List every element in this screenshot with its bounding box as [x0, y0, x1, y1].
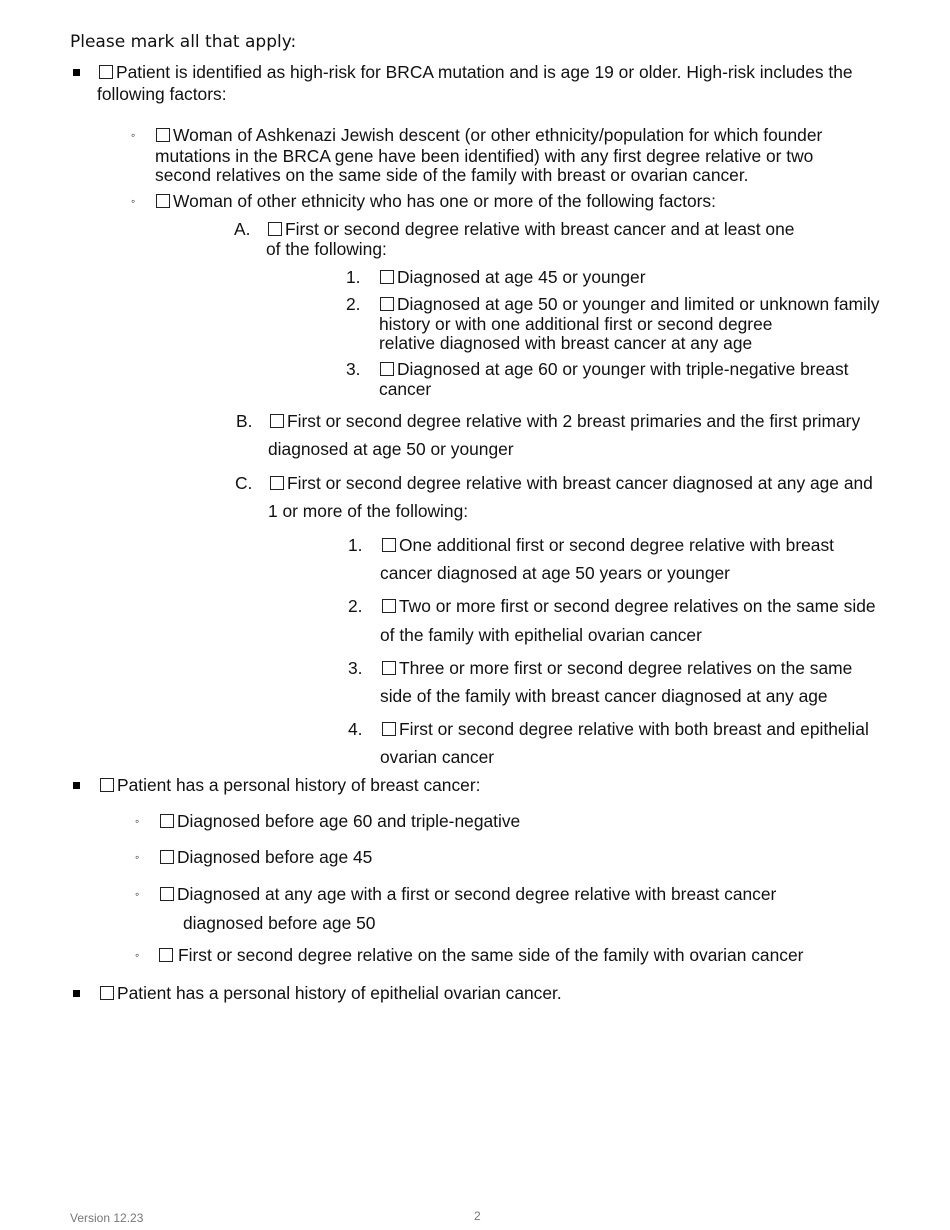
age-45-checkbox[interactable]: [380, 270, 394, 284]
instructions-heading: Please mark all that apply:: [70, 32, 297, 52]
personal-ovarian-cancer-checkbox[interactable]: [100, 986, 114, 1000]
before-45-checkbox[interactable]: [160, 850, 174, 864]
three-relatives-text-cont: side of the family with breast cancer diagnosed at any age: [380, 686, 828, 706]
list-marker: 3.: [348, 658, 363, 678]
personal-breast-cancer-item: Patient has a personal history of breast cancer:: [100, 776, 480, 796]
age-50-limited-history-text-cont: history or with one additional first or second degree: [379, 314, 773, 334]
any-age-with-relative-text-cont: diagnosed before age 50: [183, 913, 376, 933]
page-number: 2: [474, 1209, 481, 1223]
additional-relative-checkbox[interactable]: [382, 538, 396, 552]
circle-bullet: ◦: [131, 194, 136, 208]
relative-breast-cancer-checkbox[interactable]: [268, 222, 282, 236]
before-60-triple-negative-item: Diagnosed before age 60 and triple-negative: [160, 812, 520, 832]
three-relatives-checkbox[interactable]: [382, 661, 396, 675]
square-bullet: [73, 69, 80, 76]
age-50-limited-history-checkbox[interactable]: [380, 297, 394, 311]
before-60-triple-negative-checkbox[interactable]: [160, 814, 174, 828]
relative-any-age-text-cont: 1 or more of the following:: [268, 501, 469, 521]
relative-ovarian-checkbox[interactable]: [159, 948, 173, 962]
version-label: Version 12.23: [70, 1211, 144, 1225]
additional-relative-item: One additional first or second degree relative with breast: [382, 536, 834, 556]
ovarian-relatives-checkbox[interactable]: [382, 599, 396, 613]
list-marker: B.: [236, 411, 253, 431]
square-bullet: [73, 990, 80, 997]
triple-negative-60-text-cont: cancer: [379, 379, 432, 399]
breast-and-ovarian-relative-item: First or second degree relative with both breast and epithelial: [382, 720, 869, 740]
two-breast-primaries-text-cont: diagnosed at age 50 or younger: [268, 439, 514, 459]
before-45-item: Diagnosed before age 45: [160, 848, 372, 868]
list-marker: 2.: [346, 294, 361, 314]
ashkenazi-item: Woman of Ashkenazi Jewish descent (or other ethnicity/population for which founder: [156, 126, 822, 146]
circle-bullet: ◦: [135, 948, 140, 962]
list-marker: C.: [235, 473, 253, 493]
age-50-limited-history-text-cont: relative diagnosed with breast cancer at any age: [379, 333, 753, 353]
relative-any-age-item: First or second degree relative with breast cancer diagnosed at any age and: [270, 474, 873, 494]
relative-breast-cancer-text-cont: of the following:: [266, 239, 387, 259]
personal-breast-cancer-checkbox[interactable]: [100, 778, 114, 792]
two-breast-primaries-item: First or second degree relative with 2 breast primaries and the first primary: [270, 412, 860, 432]
high-risk-brca-text-cont: following factors:: [97, 84, 227, 104]
square-bullet: [73, 782, 80, 789]
ashkenazi-text-cont: second relatives on the same side of the family with breast or ovarian cancer.: [155, 165, 749, 185]
circle-bullet: ◦: [135, 887, 140, 901]
ashkenazi-text-cont: mutations in the BRCA gene have been identified) with any first degree relative or two: [155, 146, 814, 166]
list-marker: 1.: [346, 267, 361, 287]
triple-negative-60-checkbox[interactable]: [380, 362, 394, 376]
high-risk-brca-item: Patient is identified as high-risk for BRCA mutation and is age 19 or older. High-risk includes the: [99, 63, 853, 83]
list-marker: 4.: [348, 719, 363, 739]
other-ethnicity-checkbox[interactable]: [156, 194, 170, 208]
age-45-item: Diagnosed at age 45 or younger: [380, 268, 645, 288]
circle-bullet: ◦: [135, 850, 140, 864]
list-marker: 1.: [348, 535, 363, 555]
circle-bullet: ◦: [135, 814, 140, 828]
relative-any-age-checkbox[interactable]: [270, 476, 284, 490]
list-marker: 2.: [348, 596, 363, 616]
breast-and-ovarian-relative-text-cont: ovarian cancer: [380, 747, 495, 767]
personal-ovarian-cancer-item: Patient has a personal history of epithelial ovarian cancer.: [100, 984, 562, 1004]
triple-negative-60-item: Diagnosed at age 60 or younger with triple-negative breast: [380, 360, 848, 380]
ovarian-relatives-item: Two or more first or second degree relatives on the same side: [382, 597, 876, 617]
breast-and-ovarian-relative-checkbox[interactable]: [382, 722, 396, 736]
two-breast-primaries-checkbox[interactable]: [270, 414, 284, 428]
list-marker: 3.: [346, 359, 361, 379]
ashkenazi-checkbox[interactable]: [156, 128, 170, 142]
three-relatives-item: Three or more first or second degree relatives on the same: [382, 659, 852, 679]
relative-breast-cancer-item: First or second degree relative with breast cancer and at least one: [268, 220, 794, 240]
relative-ovarian-item: First or second degree relative on the same side of the family with ovarian cancer: [159, 946, 803, 966]
ovarian-relatives-text-cont: of the family with epithelial ovarian cancer: [380, 625, 702, 645]
any-age-with-relative-item: Diagnosed at any age with a first or second degree relative with breast cancer: [160, 885, 776, 905]
any-age-with-relative-checkbox[interactable]: [160, 887, 174, 901]
additional-relative-text-cont: cancer diagnosed at age 50 years or younger: [380, 563, 730, 583]
age-50-limited-history-item: Diagnosed at age 50 or younger and limited or unknown family: [380, 295, 879, 315]
other-ethnicity-item: Woman of other ethnicity who has one or more of the following factors:: [156, 192, 716, 212]
circle-bullet: ◦: [131, 128, 136, 142]
list-marker: A.: [234, 219, 251, 239]
high-risk-brca-checkbox[interactable]: [99, 65, 113, 79]
